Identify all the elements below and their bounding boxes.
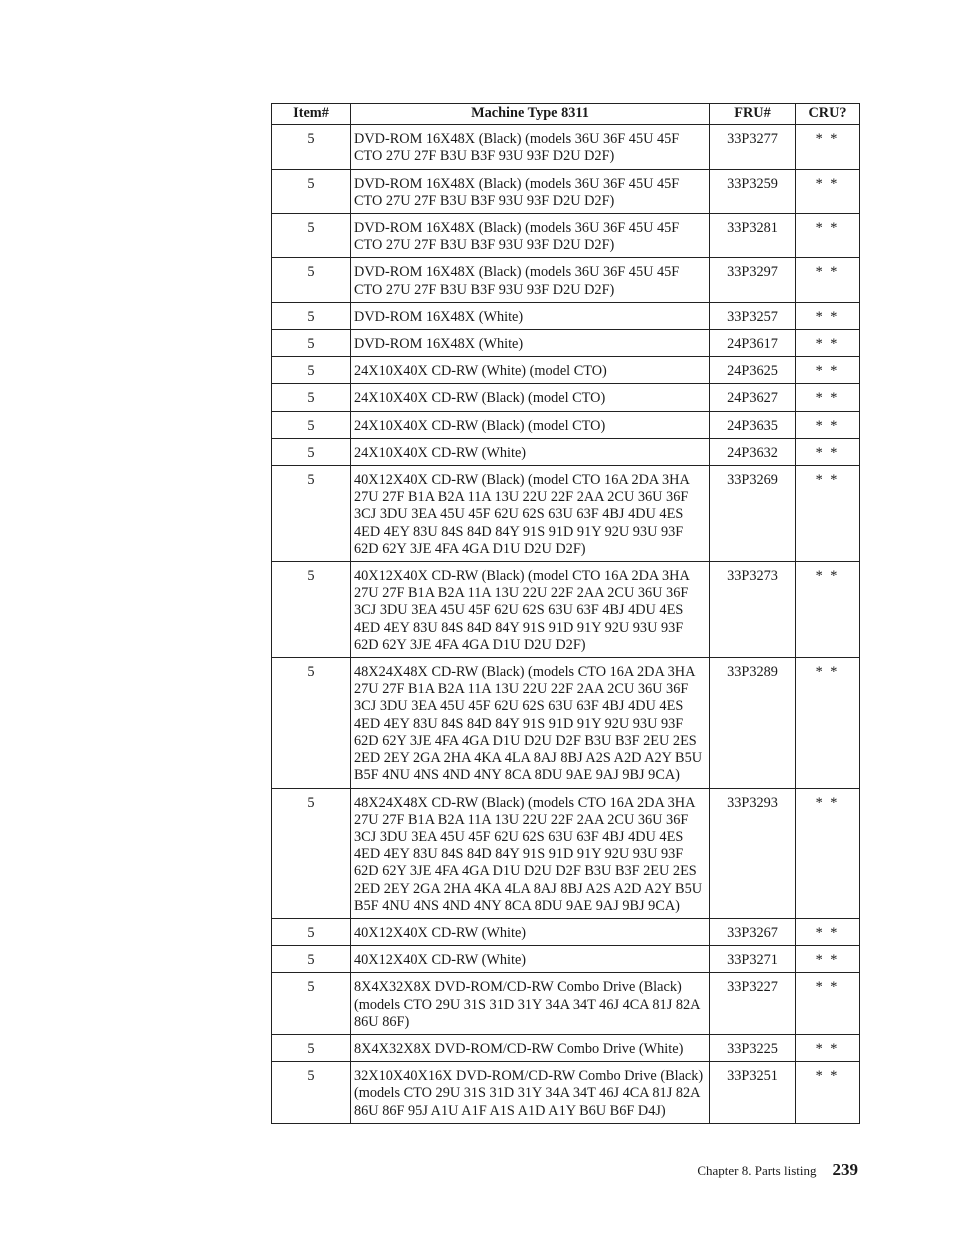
- cru-cell: * *: [796, 384, 860, 411]
- description-cell: DVD-ROM 16X48X (Black) (models 36U 36F 45U 45F CTO 27U 27F B3U B3F 93U 93F D2U D2F): [351, 214, 710, 258]
- cru-cell: * *: [796, 330, 860, 357]
- fru-cell: 33P3225: [710, 1034, 796, 1061]
- table-row: [272, 918, 860, 945]
- header-row: [272, 104, 860, 125]
- description-cell: 48X24X48X CD-RW (Black) (models CTO 16A 2DA 3HA 27U 27F B1A B2A 11A 13U 22U 22F 2AA 2CU 36U 36F 3CJ 3DU 3EA 45U 45F 62U 62S 63U 63F 4BJ 4DU 4ES 4ED 4EY 83U 84S 84D 84Y 91S 91D 91Y 92U 93U 93F 62D 62Y 3JE 4FA 4GA D1U D2U D2F B3U B3F 2EU 2ES 2ED 2EY 2GA 2HA 4KA 4LA 8AJ 8BJ A2S A2D A2Y B5U B5F 4NU 4NS 4ND 4NY 8CA 8DU 9AE 9AJ 9BJ 9CA): [351, 658, 710, 788]
- table-row: [272, 357, 860, 384]
- table-row: [272, 125, 860, 169]
- table-body: [272, 125, 860, 1124]
- parts-table: [271, 103, 860, 1124]
- description-cell: 40X12X40X CD-RW (Black) (model CTO 16A 2DA 3HA 27U 27F B1A B2A 11A 13U 22U 22F 2AA 2CU 36U 36F 3CJ 3DU 3EA 45U 45F 62U 62S 63U 63F 4BJ 4DU 4ES 4ED 4EY 83U 84S 84D 84Y 91S 91D 91Y 92U 93U 93F 62D 62Y 3JE 4FA 4GA D1U D2U D2F): [351, 466, 710, 562]
- table-row: [272, 302, 860, 329]
- description-cell: 24X10X40X CD-RW (White): [351, 438, 710, 465]
- description-cell: DVD-ROM 16X48X (Black) (models 36U 36F 45U 45F CTO 27U 27F B3U B3F 93U 93F D2U D2F): [351, 125, 710, 169]
- description-cell: 32X10X40X16X DVD-ROM/CD-RW Combo Drive (Black) (models CTO 29U 31S 31D 31Y 34A 34T 46J 4CA 81J 82A 86U 86F 95J A1U A1F A1S A1D A1Y B6U B6F D4J): [351, 1062, 710, 1124]
- table-row: [272, 330, 860, 357]
- table-row: [272, 438, 860, 465]
- cru-cell: * *: [796, 302, 860, 329]
- cru-cell: * *: [796, 214, 860, 258]
- item-cell: 5: [272, 466, 351, 562]
- fru-cell: 33P3271: [710, 946, 796, 973]
- table-header: [272, 104, 860, 125]
- cru-cell: * *: [796, 357, 860, 384]
- page-number: 239: [832, 1160, 858, 1179]
- table-row: [272, 562, 860, 658]
- item-cell: 5: [272, 357, 351, 384]
- cru-cell: * *: [796, 438, 860, 465]
- table-row: [272, 214, 860, 258]
- item-cell: 5: [272, 169, 351, 213]
- fru-cell: 24P3617: [710, 330, 796, 357]
- fru-cell: 33P3251: [710, 1062, 796, 1124]
- item-cell: 5: [272, 946, 351, 973]
- cru-cell: * *: [796, 411, 860, 438]
- fru-cell: 33P3269: [710, 466, 796, 562]
- fru-cell: 33P3257: [710, 302, 796, 329]
- table-row: [272, 658, 860, 788]
- description-cell: DVD-ROM 16X48X (White): [351, 330, 710, 357]
- cru-cell: * *: [796, 562, 860, 658]
- description-cell: 8X4X32X8X DVD-ROM/CD-RW Combo Drive (White): [351, 1034, 710, 1061]
- table-row: [272, 946, 860, 973]
- item-cell: 5: [272, 330, 351, 357]
- description-cell: 24X10X40X CD-RW (Black) (model CTO): [351, 384, 710, 411]
- fru-cell: 33P3281: [710, 214, 796, 258]
- item-cell: 5: [272, 788, 351, 918]
- description-cell: 24X10X40X CD-RW (Black) (model CTO): [351, 411, 710, 438]
- item-cell: 5: [272, 918, 351, 945]
- fru-cell: 33P3277: [710, 125, 796, 169]
- fru-cell: 33P3259: [710, 169, 796, 213]
- item-cell: 5: [272, 438, 351, 465]
- description-cell: 40X12X40X CD-RW (White): [351, 918, 710, 945]
- description-cell: DVD-ROM 16X48X (Black) (models 36U 36F 45U 45F CTO 27U 27F B3U B3F 93U 93F D2U D2F): [351, 169, 710, 213]
- cru-cell: * *: [796, 258, 860, 302]
- fru-cell: 24P3632: [710, 438, 796, 465]
- fru-cell: 24P3625: [710, 357, 796, 384]
- table-row: [272, 973, 860, 1035]
- cru-cell: * *: [796, 1034, 860, 1061]
- chapter-title: Chapter 8. Parts listing: [697, 1163, 817, 1178]
- item-cell: 5: [272, 258, 351, 302]
- description-cell: 24X10X40X CD-RW (White) (model CTO): [351, 357, 710, 384]
- fru-cell: 33P3273: [710, 562, 796, 658]
- fru-cell: 24P3627: [710, 384, 796, 411]
- fru-cell: 33P3267: [710, 918, 796, 945]
- description-cell: DVD-ROM 16X48X (White): [351, 302, 710, 329]
- header-item: Item#: [272, 104, 351, 125]
- cru-cell: * *: [796, 788, 860, 918]
- fru-cell: 33P3227: [710, 973, 796, 1035]
- header-fru: FRU#: [710, 104, 796, 125]
- cru-cell: * *: [796, 1062, 860, 1124]
- fru-cell: 33P3289: [710, 658, 796, 788]
- description-cell: DVD-ROM 16X48X (Black) (models 36U 36F 45U 45F CTO 27U 27F B3U B3F 93U 93F D2U D2F): [351, 258, 710, 302]
- cru-cell: * *: [796, 918, 860, 945]
- table-row: [272, 411, 860, 438]
- fru-cell: 24P3635: [710, 411, 796, 438]
- table-row: [272, 258, 860, 302]
- item-cell: 5: [272, 384, 351, 411]
- item-cell: 5: [272, 302, 351, 329]
- cru-cell: * *: [796, 946, 860, 973]
- description-cell: 40X12X40X CD-RW (White): [351, 946, 710, 973]
- item-cell: 5: [272, 411, 351, 438]
- table-row: [272, 1062, 860, 1124]
- header-machine-type: Machine Type 8311: [351, 104, 710, 125]
- item-cell: 5: [272, 562, 351, 658]
- description-cell: 48X24X48X CD-RW (Black) (models CTO 16A 2DA 3HA 27U 27F B1A B2A 11A 13U 22U 22F 2AA 2CU 36U 36F 3CJ 3DU 3EA 45U 45F 62U 62S 63U 63F 4BJ 4DU 4ES 4ED 4EY 83U 84S 84D 84Y 91S 91D 91Y 92U 93U 93F 62D 62Y 3JE 4FA 4GA D1U D2U D2F B3U B3F 2EU 2ES 2ED 2EY 2GA 2HA 4KA 4LA 8AJ 8BJ A2S A2D A2Y B5U B5F 4NU 4NS 4ND 4NY 8CA 8DU 9AE 9AJ 9BJ 9CA): [351, 788, 710, 918]
- cru-cell: * *: [796, 169, 860, 213]
- description-cell: 40X12X40X CD-RW (Black) (model CTO 16A 2DA 3HA 27U 27F B1A B2A 11A 13U 22U 22F 2AA 2CU 36U 36F 3CJ 3DU 3EA 45U 45F 62U 62S 63U 63F 4BJ 4DU 4ES 4ED 4EY 83U 84S 84D 84Y 91S 91D 91Y 92U 93U 93F 62D 62Y 3JE 4FA 4GA D1U D2U D2F): [351, 562, 710, 658]
- item-cell: 5: [272, 125, 351, 169]
- table-row: [272, 384, 860, 411]
- item-cell: 5: [272, 1034, 351, 1061]
- table-row: [272, 466, 860, 562]
- item-cell: 5: [272, 1062, 351, 1124]
- table-row: [272, 1034, 860, 1061]
- fru-cell: 33P3297: [710, 258, 796, 302]
- item-cell: 5: [272, 214, 351, 258]
- cru-cell: * *: [796, 658, 860, 788]
- table-row: [272, 169, 860, 213]
- page-footer: [697, 1160, 858, 1180]
- cru-cell: * *: [796, 125, 860, 169]
- fru-cell: 33P3293: [710, 788, 796, 918]
- item-cell: 5: [272, 658, 351, 788]
- table-row: [272, 788, 860, 918]
- header-cru: CRU?: [796, 104, 860, 125]
- description-cell: 8X4X32X8X DVD-ROM/CD-RW Combo Drive (Black) (models CTO 29U 31S 31D 31Y 34A 34T 46J 4CA 81J 82A 86U 86F): [351, 973, 710, 1035]
- cru-cell: * *: [796, 973, 860, 1035]
- item-cell: 5: [272, 973, 351, 1035]
- cru-cell: * *: [796, 466, 860, 562]
